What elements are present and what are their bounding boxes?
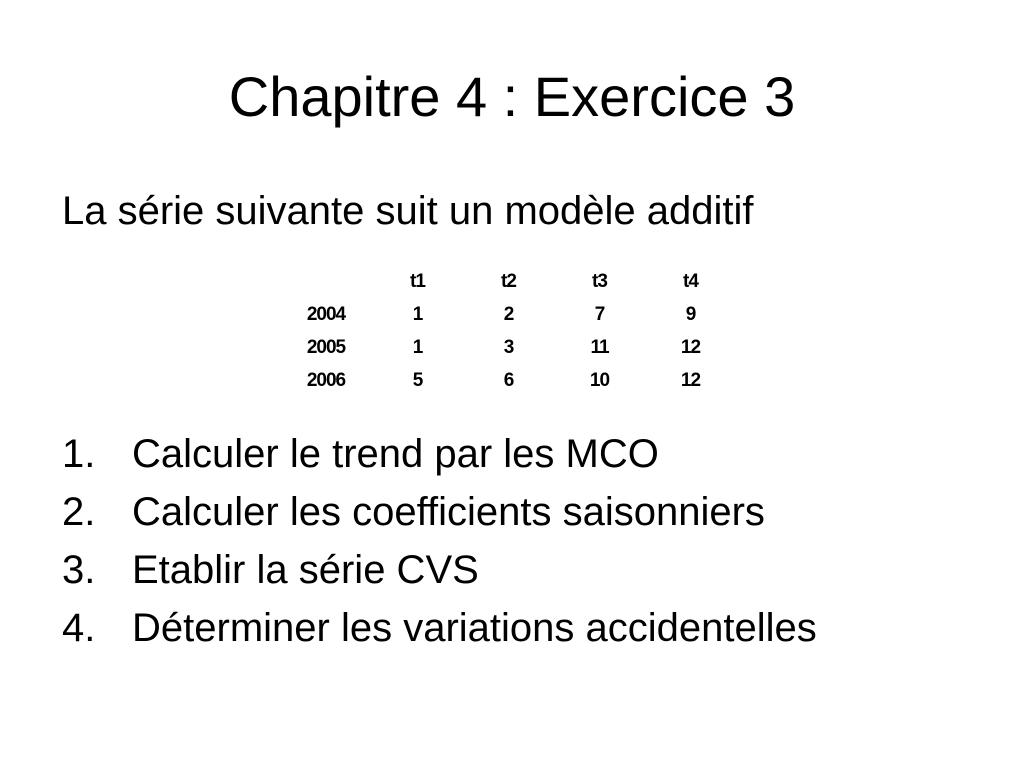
table-cell: 3 — [503, 336, 514, 358]
list-item — [62, 541, 817, 599]
list-item-text: Déterminer les variations accidentelles — [132, 606, 817, 650]
table-cell: 12 — [680, 336, 701, 358]
table-cell: 12 — [680, 369, 701, 391]
table-cell: 2 — [503, 303, 514, 325]
task-list — [62, 425, 817, 657]
list-item-number: 3. — [62, 548, 96, 592]
data-table — [280, 265, 736, 397]
row-year: 2004 — [306, 303, 346, 325]
table-header-t2: t2 — [501, 270, 516, 292]
table-header-t1: t1 — [410, 270, 425, 292]
table-row — [280, 298, 736, 331]
table-header-row — [280, 265, 736, 298]
list-item-number: 4. — [62, 606, 96, 650]
table-header-t4: t4 — [683, 270, 698, 292]
table-cell: 5 — [412, 369, 423, 391]
table-row — [280, 331, 736, 364]
list-item-text: Calculer les coefficients saisonniers — [132, 490, 765, 534]
table-cell: 9 — [685, 303, 696, 325]
table-cell: 1 — [412, 303, 423, 325]
list-item-text: Calculer le trend par les MCO — [132, 432, 659, 476]
list-item-number: 1. — [62, 432, 96, 476]
list-item — [62, 425, 817, 483]
slide-title: Chapitre 4 : Exercice 3 — [228, 65, 796, 128]
list-item — [62, 599, 817, 657]
table-header-corner — [280, 265, 372, 298]
table-cell: 1 — [412, 336, 423, 358]
table-cell: 7 — [594, 303, 605, 325]
table-header-t3: t3 — [592, 270, 607, 292]
row-year: 2006 — [306, 369, 346, 391]
table-row — [280, 364, 736, 397]
table-cell: 6 — [503, 369, 514, 391]
list-item — [62, 483, 817, 541]
intro-text: La série suivante suit un modèle additif — [62, 189, 754, 233]
row-year: 2005 — [306, 336, 346, 358]
list-item-text: Etablir la série CVS — [132, 548, 479, 592]
table-cell: 11 — [590, 336, 609, 358]
table-cell: 10 — [589, 369, 610, 391]
list-item-number: 2. — [62, 490, 96, 534]
